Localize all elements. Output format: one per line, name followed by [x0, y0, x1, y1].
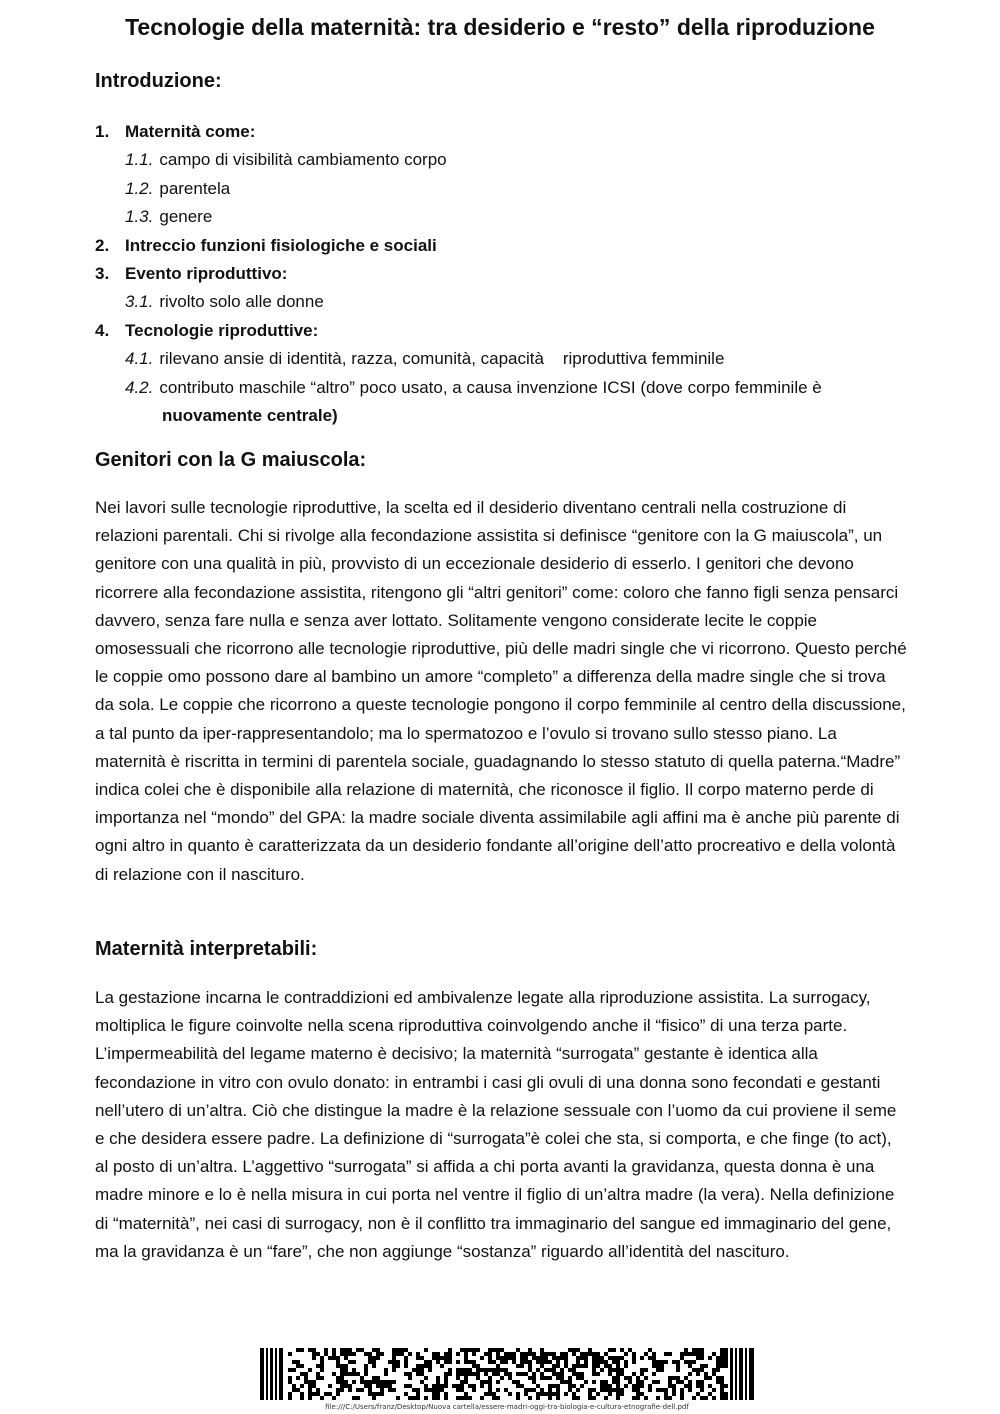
- footer-file-path: file:///C:/Users/franz/Desktop/Nuova cartella/essere-madri-oggi-tra-biologia-e-cultura-etnografie-dell.pdf: [325, 1403, 689, 1411]
- item-label: Maternità come:: [125, 122, 256, 141]
- sub-item-number: 1.3.: [125, 207, 154, 227]
- sub-item-text: campo di visibilità cambiamento corpo: [159, 150, 447, 170]
- sub-item: [95, 345, 915, 373]
- paragraph-genitori: Nei lavori sulle tecnologie riproduttive, la scelta ed il desiderio diventano centrali nella costruzione di relazioni parentali. Chi si rivolge alla fecondazione assistita si definisce “genitore con la G maiuscola”, un genitore con una qualità in più, provvisto di un eccezionale desiderio di esserlo. I genitori che devono ricorrere alla fecondazione assistita, ritengono gli “altri genitori” come: coloro che fanno figli senza pensarci davvero, senza fare nulla e senza aver lottato. Solitamente vengono considerate lecite le coppie omosessuali che ricorrono alle tecnologie riproduttive, più delle madri single che vi ricorrono. Questo perché le coppie omo possono dare al bambino un amore “completo” a differenza della madre single che si trova da sola. Le coppie che ricorrono a queste tecnologie pongono il corpo femminile al centro della discussione, a tal punto da iper-rappresentandolo; ma lo spermatozoo e l’ovulo si trovano sullo stesso piano. La maternità è riscritta in termini di parentela sociale, guadagnando lo stesso statuto di quella paterna.“Madre” indica colei che è disponibile alla relazione di maternità, che riconosce il figlio. Il corpo materno perde di importanza nel “mondo” del GPA: la madre sociale diventa assimilabile agli affini ma è anche più parente di ogni altro in quanto è caratterizzata da un desiderio fondante all’origine dell’atto procreativo e della volontà di relazione con il nascituro.: [95, 498, 907, 884]
- sub-item-text: rilevano ansie di identità, razza, comunità, capacità riproduttiva femminile: [159, 349, 725, 369]
- list-item: [95, 118, 915, 232]
- sub-item-continuation: nuovamente centrale): [162, 406, 338, 426]
- sub-item-number: 1.2.: [125, 178, 154, 198]
- list-item: [95, 260, 915, 317]
- sub-item-text: rivolto solo alle donne: [159, 292, 324, 312]
- sub-item-text: contributo maschile “altro” poco usato, a causa invenzione ICSI (dove corpo femminile è: [159, 377, 822, 397]
- sub-item: [95, 146, 915, 174]
- list-item: [95, 232, 915, 260]
- sub-item-text: genere: [159, 207, 213, 227]
- sub-item: [95, 374, 915, 402]
- item-number: 2.: [95, 235, 110, 255]
- item-label: Tecnologie riproduttive:: [125, 320, 319, 340]
- sub-item-text: parentela: [159, 178, 231, 198]
- sub-item: [95, 175, 915, 203]
- document-title: Tecnologie della maternità: tra desiderio e “resto” della riproduzione: [125, 14, 875, 40]
- sub-item-number: 1.1.: [125, 150, 154, 170]
- section-heading-maternita: Maternità interpretabili:: [95, 938, 318, 960]
- paragraph-maternita: La gestazione incarna le contraddizioni ed ambivalenze legate alla riproduzione assistita. La surrogacy, moltiplica le figure coinvolte nella scena riproduttiva coinvolgendo anche il “fisico” di una terza parte. L’impermeabilità del legame materno è decisivo; la maternità “surrogata” gestante è identica alla fecondazione in vitro con ovulo donato: in entrambi i casi gli ovuli di una donna sono fecondati e gestanti nell’utero di un’altra. Ciò che distingue la madre è la relazione sessuale con l’uomo da cui proviene il seme e che desidera essere padre. La definizione di “surrogata”è colei che sta, si comporta, e che finge (to act), al posto di un’altra. L’aggettivo “surrogata” si affida a chi porta avanti la gravidanza, questa donna è una madre minore e lo è nella misura in cui porta nel ventre il figlio di un’altra madre (la vera). Nella definizione di “maternità”, nei casi di surrogacy, non è il conflitto tra immaginario del sangue ed immaginario del gene, ma la gravidanza è un “fare”, che non aggiunge “sostanza” riguardo all’identità del nascituro.: [95, 988, 897, 1261]
- item-number: 1.: [95, 122, 110, 141]
- barcode-icon: [260, 1348, 754, 1400]
- sub-item-number: 3.1.: [125, 292, 154, 312]
- list-item: [95, 317, 915, 431]
- sub-item: [95, 203, 915, 231]
- sub-item-number: 4.1.: [125, 349, 154, 369]
- intro-outline: [95, 118, 915, 430]
- item-number: 3.: [95, 264, 110, 284]
- section-heading-introduzione: Introduzione:: [95, 70, 222, 92]
- item-label: Intreccio funzioni fisiologiche e sociali: [125, 235, 437, 255]
- sub-item: [95, 288, 915, 316]
- item-label: Evento riproduttivo:: [125, 264, 288, 284]
- section-heading-genitori: Genitori con la G maiuscola:: [95, 449, 367, 471]
- sub-item-number: 4.2.: [125, 377, 154, 397]
- item-number: 4.: [95, 320, 110, 340]
